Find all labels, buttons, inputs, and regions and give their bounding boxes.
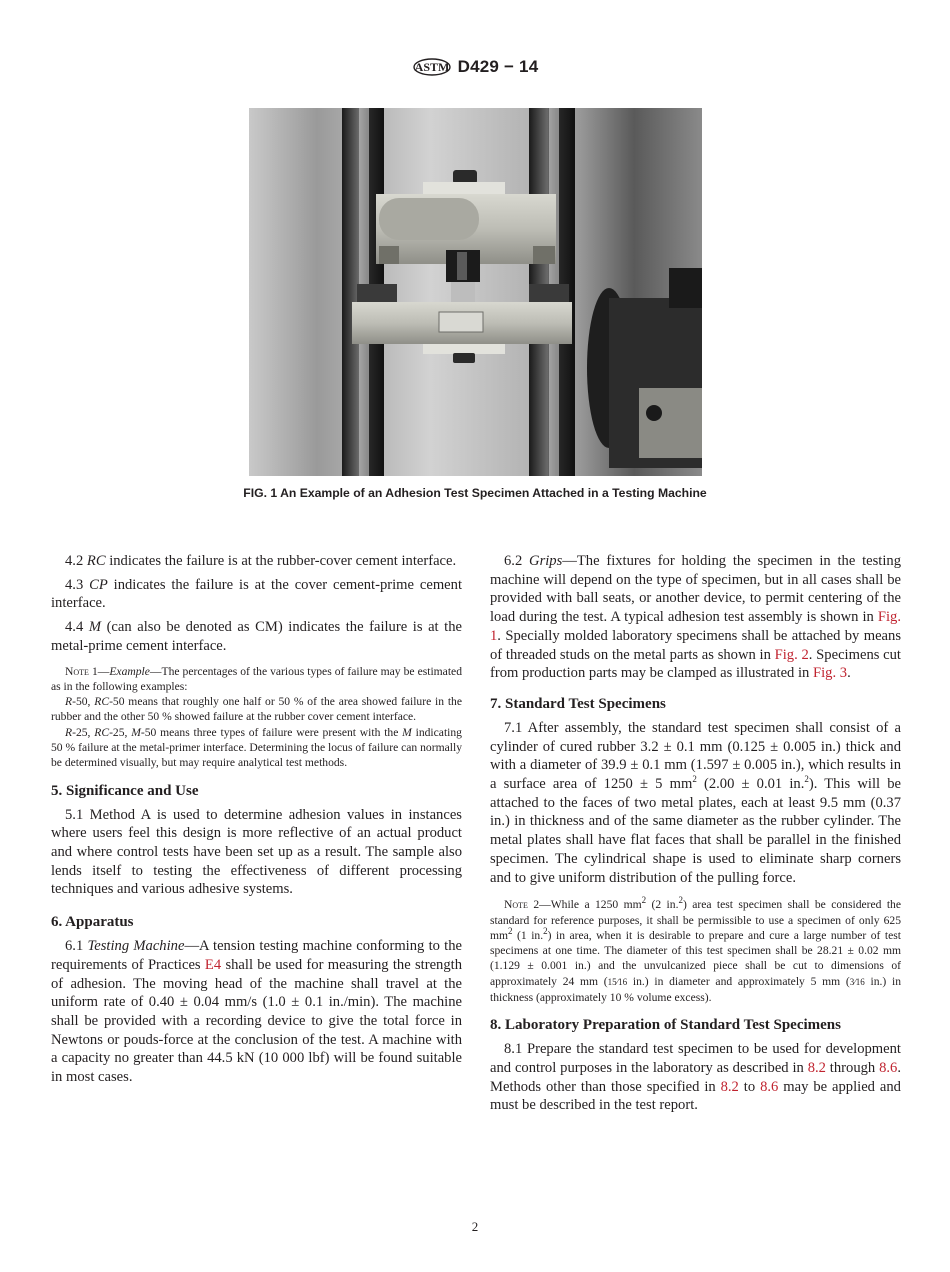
clause-text: to: [738, 1078, 761, 1095]
link-fig-1[interactable]: Fig. 1: [490, 609, 901, 644]
clause-text: . Specially molded laboratory specimens shall be attached by means of threaded studs on the metal parts as shown in: [490, 627, 901, 663]
clause-text: 7.1 After assembly, the standard test specimen shall consist of a cylinder of cured rubber 3.2 ± 0.1 mm (0.125 ± 0.005 in.) thick and with a diameter of 39.9 ± 0.1 mm (1.597 ± 0.005 in.), which results in a surface area of 1250 ± 5 mm: [490, 719, 901, 793]
superscript: 2: [804, 774, 809, 785]
clause-number: 6.1: [65, 938, 88, 955]
paragraph-7-1: [490, 719, 901, 887]
clause-text: . Specimens cut from production parts may be clamped as illustrated in: [490, 646, 901, 682]
figure-caption: FIG. 1 An Example of an Adhesion Test Specimen Attached in a Testing Machine: [243, 486, 707, 500]
text: -25,: [72, 725, 95, 739]
clause-text: —The fixtures for holding the specimen in the testing machine will depend on the type of specimen, but in all cases shall be provided with ball seats, or another device, to permit centering of the load during the test. A typical adhesion test assembly is shown in: [490, 553, 902, 626]
section-7-heading: 7. Standard Test Specimens: [490, 695, 666, 712]
fraction: 15⁄16: [607, 976, 628, 987]
superscript: 2: [508, 925, 513, 936]
note-text: (1 in.: [512, 928, 544, 942]
paragraph-5-1: 5.1 Method A is used to determine adhesion values in instances where users feel this design is more reflective of an actual product and where control tests have been set up as a result. The sample also lends itself to testing the effectiveness of different processing techniques and various adhesive systems.: [51, 806, 462, 898]
link-8-2[interactable]: 8.2: [720, 1078, 739, 1095]
clause-text: shall be used for measuring the strength of adhesion. The moving head of the machine shall travel at the uniform rate of 0.40 ± 0.04 mm/s (1.0 ± 0.1 in./min). The machine shall be provided with a recording device to give the total force in Newtons or pouds-force at the conclusion of the test. A machine with a capacity no greater than 44.5 kN (10 000 lbf) will be found suitable in most cases.: [51, 956, 462, 1086]
page-header: [0, 52, 950, 82]
note-title: Example: [109, 664, 150, 678]
code: R: [65, 695, 73, 709]
clause-text: —A tension testing machine conforming to the requirements of Practices: [51, 938, 463, 973]
clause-number: 4.4: [65, 619, 84, 636]
note-label: Note: [65, 664, 89, 678]
section-6-heading: 6. Apparatus: [51, 914, 134, 931]
paragraph-4-3: [51, 576, 462, 613]
link-fig-2[interactable]: Fig. 2: [774, 646, 809, 663]
clause-text: indicates the failure is at the cover cement-prime cement interface.: [51, 576, 462, 612]
clause-text: may be applied and must be described in the test report.: [490, 1078, 901, 1114]
link-e4[interactable]: E4: [204, 956, 222, 973]
clause-text: ). This will be attached to the faces of two metal plates, each at least 9.5 mm (0.37 in.) in thickness and of the same diameter as the rubber cylinder. The metal plates shall have flat faces that shall be parallel in the finished specimen. The cylindrical shape is used to eliminate sharp corners and to give uniform distribution of the pulling force.: [490, 776, 901, 886]
clause-text: 8.1 Prepare the standard test specimen to be used for development and control purposes in the laboratory as described in: [490, 1041, 901, 1077]
superscript: 2: [692, 774, 697, 785]
note-number: 1—: [88, 664, 110, 678]
note-text: 2—While a 1250 mm: [527, 898, 642, 912]
failure-code: CP: [89, 576, 108, 593]
clause-text: .: [847, 665, 851, 682]
clause-text: (can also be denoted as CM) indicates the failure is at the metal-prime cement interface.: [51, 619, 462, 654]
figure-1-photo: [249, 108, 702, 476]
note-text: (2 in.: [646, 898, 679, 912]
link-8-2[interactable]: 8.2: [807, 1060, 826, 1077]
text: indicating 50 % failure at the metal-primer interface. Determining the locus of failure can normally be determined visually, but may require analytical test methods.: [51, 725, 462, 770]
clause-text: through: [825, 1060, 880, 1077]
clause-term: Testing Machine: [87, 938, 185, 955]
clause-text: indicates the failure is at the rubber-cover cement interface.: [105, 553, 457, 569]
link-fig-3[interactable]: Fig. 3: [813, 665, 848, 682]
failure-code: M: [88, 619, 101, 636]
note-label: Note: [504, 898, 528, 912]
clause-number: 6.2: [504, 553, 530, 569]
clause-term: Grips: [529, 553, 563, 569]
text: -50 means three types of failure were present with the: [140, 725, 403, 739]
failure-code: RC: [86, 553, 106, 569]
section-8-heading: 8. Laboratory Preparation of Standard Test Specimens: [490, 1017, 841, 1034]
document-id: D429 − 14: [457, 57, 539, 76]
code: M: [131, 725, 141, 739]
svg-text:ASTM: ASTM: [414, 60, 449, 74]
clause-text: . Methods other than those specified in: [490, 1060, 901, 1095]
link-8-6[interactable]: 8.6: [879, 1060, 898, 1077]
superscript: 2: [543, 925, 548, 936]
code: RC: [94, 695, 110, 709]
text: -50 means that roughly one half or 50 % of the area showed failure in the rubber and the other 50 % showed failure at the rubber cover cement interface.: [51, 695, 462, 724]
paragraph-6-2: [490, 552, 901, 683]
astm-logo-icon: [412, 52, 452, 82]
note-text: ) in area, when it is desirable to prepare and cure a large number of test specimens at one time. The diameter of this test specimen shall be 28.21 ± 0.02 mm (1.129 ± 0.001 in.) and the unvulcanized piece shall be cut to dimensions of approximately 24 mm (: [490, 928, 901, 988]
text: -50,: [72, 695, 95, 709]
note-text: in.) in thickness (approximately 10 % volume excess).: [490, 974, 902, 1005]
paragraph-6-1: [51, 937, 462, 1087]
superscript: 2: [641, 895, 647, 906]
note-text: ) area test specimen shall be considered the standard for reference purposes, it shall be permissible to use a specimen of only 625 mm: [490, 898, 902, 942]
note-1: [51, 664, 462, 771]
testing-machine-photo: [249, 108, 702, 476]
paragraph-8-1: [490, 1040, 901, 1115]
link-8-6[interactable]: 8.6: [760, 1078, 779, 1095]
fraction: 3⁄16: [849, 976, 865, 987]
paragraph-4-2: [51, 552, 462, 571]
superscript: 2: [678, 895, 683, 906]
page-number: 2: [471, 1219, 479, 1234]
left-column: [51, 552, 462, 1092]
paragraph-4-4: [51, 618, 462, 655]
code: R: [65, 725, 73, 739]
note-text: in.) in diameter and approximately 5 mm (: [627, 974, 850, 988]
section-5-heading: 5. Significance and Use: [51, 782, 199, 799]
code: M: [402, 725, 412, 739]
note-text: —The percentages of the various types of failure may be estimated as in the following examples:: [51, 664, 462, 693]
code: RC: [94, 725, 110, 739]
right-column: [490, 552, 901, 1120]
clause-number: 4.2: [65, 553, 84, 569]
note-2: [490, 897, 901, 1005]
clause-text: (2.00 ± 0.01 in.: [696, 776, 805, 793]
text: -25,: [109, 725, 132, 739]
clause-number: 4.3: [65, 576, 84, 593]
